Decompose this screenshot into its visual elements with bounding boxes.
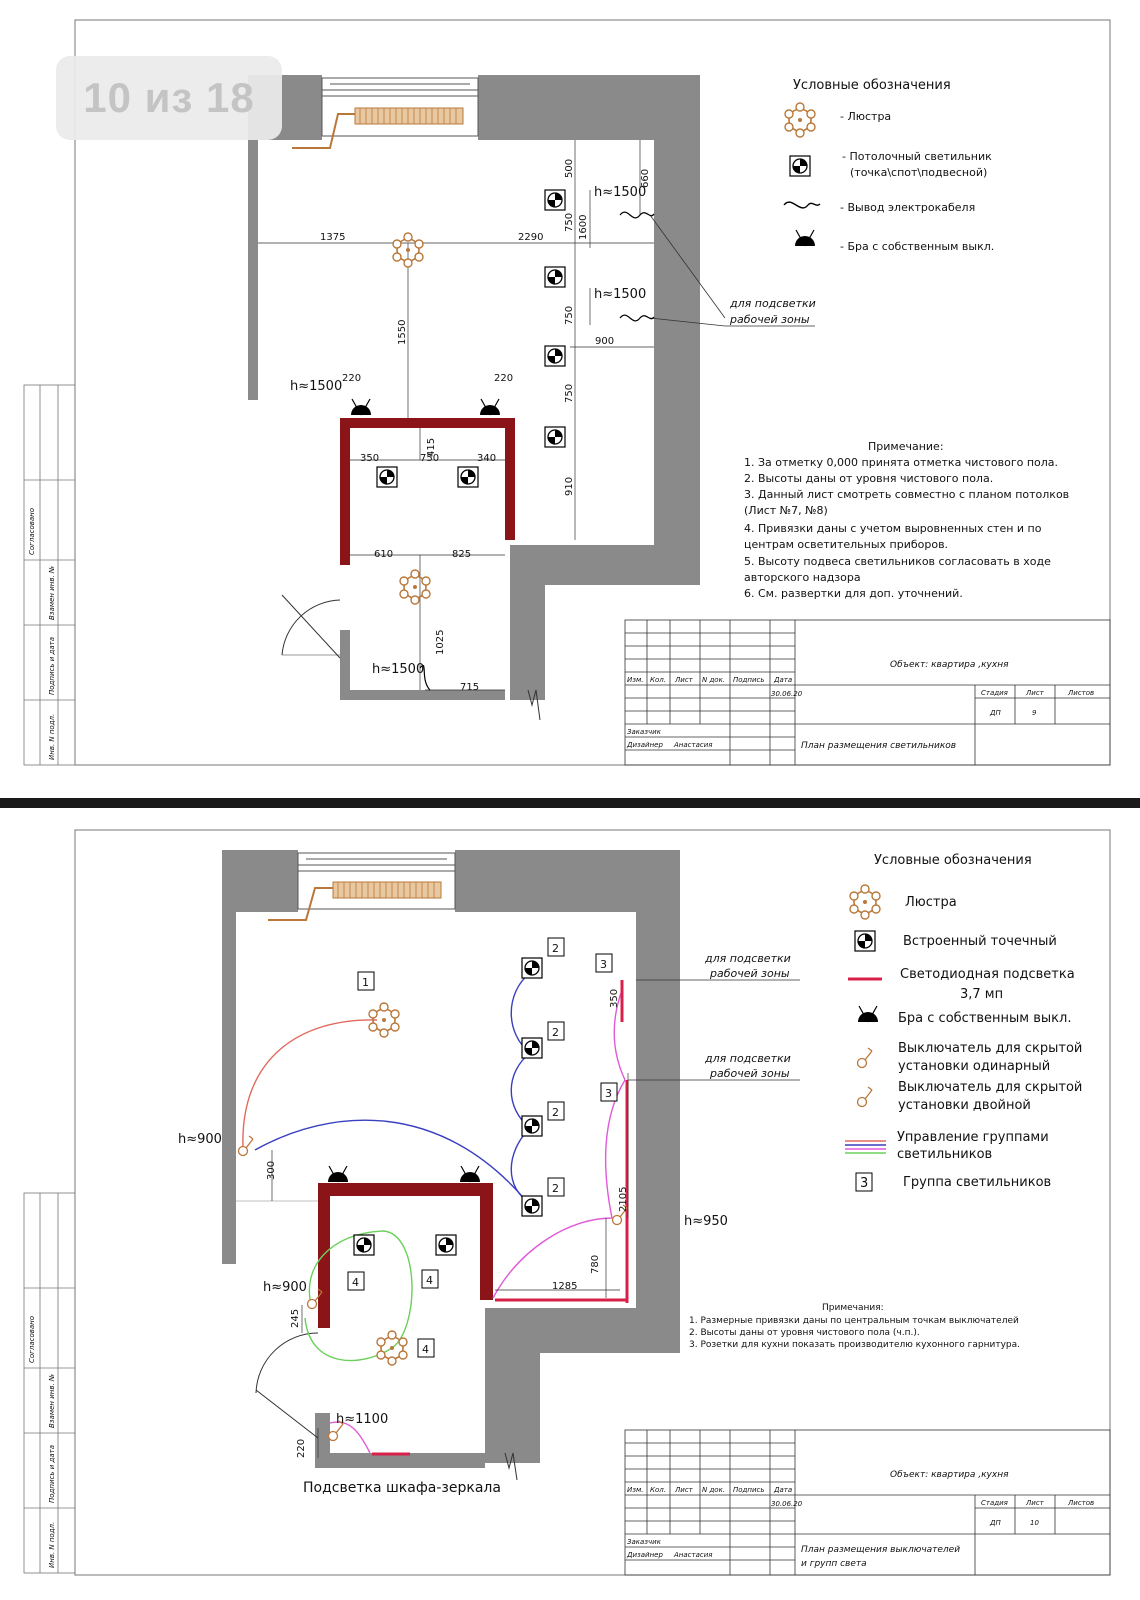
legend-label: Светодиодная подсветка	[900, 967, 1075, 982]
dim-610: 610	[374, 549, 394, 560]
group-badge: 3	[600, 958, 607, 971]
callout-text: рабочей зоны	[710, 967, 790, 980]
note-line: 4. Привязки даны с учетом выровненных стен и по	[744, 522, 1042, 535]
dim-350: 350	[609, 988, 620, 1008]
height-label: h≈950	[684, 1214, 728, 1229]
callout-text: рабочей зоны	[730, 313, 810, 326]
group-badge: 2	[552, 1106, 559, 1119]
callout-text: рабочей зоны	[710, 1067, 790, 1080]
cable-outlet-icon	[784, 202, 820, 208]
floor-plan-walls	[222, 850, 680, 1480]
dim-910: 910	[564, 476, 575, 496]
dim-715: 715	[460, 682, 480, 693]
tb-date: 30.06.20	[771, 1500, 803, 1508]
tb-sheet-label: Лист	[1026, 689, 1044, 697]
tb-title: План размещения светильников	[801, 741, 957, 751]
legend-title: Условные обозначения	[874, 853, 1032, 868]
stamp-replaced: Взамен инв. №	[48, 1373, 56, 1428]
tb-customer: Заказчик	[627, 1538, 661, 1546]
wall-sconce-icon	[795, 230, 815, 246]
tb-header: Кол.	[650, 676, 666, 684]
stamp-signature: Подпись и дата	[48, 637, 56, 695]
note-line: 2. Высоты даны от уровня чистового пола.	[744, 472, 994, 485]
tb-stage-label: Стадия	[981, 1499, 1008, 1507]
tb-designer: Дизайнер	[627, 1551, 663, 1559]
legend	[784, 78, 994, 253]
tb-header: Изм.	[627, 1486, 644, 1494]
legend-label: 3,7 мп	[960, 987, 1004, 1002]
ceiling-light-icon	[377, 467, 397, 487]
tb-header: Дата	[774, 1486, 793, 1494]
tb-customer: Заказчик	[627, 728, 661, 736]
tb-object: Объект: квартира ,кухня	[890, 1470, 1009, 1480]
note-line: 6. См. развертки для доп. уточнений.	[744, 587, 963, 600]
page-counter	[56, 56, 282, 140]
dim-350: 350	[360, 453, 380, 464]
legend-label: Управление группами	[897, 1130, 1049, 1145]
notes-title: Примечания:	[822, 1303, 884, 1313]
dim-2290: 2290	[518, 232, 544, 243]
legend-label: Выключатель для скрытой	[898, 1041, 1083, 1056]
tb-sheet: 9	[1032, 709, 1037, 717]
legend-label: Бра с собственным выкл.	[898, 1011, 1072, 1026]
dim-245: 245	[290, 1308, 301, 1328]
group-badge: 1	[362, 976, 369, 989]
dim-750: 750	[564, 383, 575, 403]
legend-label: (точка\спот\подвесной)	[850, 166, 988, 179]
recessed-spot-icon	[855, 931, 875, 951]
legend-label: установки одинарный	[898, 1059, 1051, 1074]
legend-label: Группа светильников	[903, 1175, 1052, 1190]
legend-label: Люстра	[905, 895, 957, 910]
dim-220: 220	[342, 373, 362, 384]
dim-825: 825	[452, 549, 472, 560]
legend	[845, 853, 1082, 1191]
group-control-icon	[845, 1141, 886, 1153]
legend-label: Выключатель для скрытой	[898, 1080, 1083, 1095]
legend-badge: 3	[860, 1176, 869, 1191]
note-line: 3. Розетки для кухни показать производителю кухонного гарнитура.	[689, 1340, 1020, 1350]
callout-text: для подсветки	[705, 952, 791, 965]
side-stamp	[24, 385, 75, 765]
ceiling-light-icon	[790, 156, 810, 176]
height-label: h≈900	[263, 1280, 307, 1295]
legend-label: - Бра с собственным выкл.	[840, 240, 995, 253]
mirror-cabinet-caption: Подсветка шкафа-зеркала	[303, 1480, 501, 1496]
recessed-spot-icon	[522, 958, 542, 978]
callout-text: для подсветки	[705, 1052, 791, 1065]
group-badge: 2	[552, 942, 559, 955]
tb-date: 30.06.20	[771, 690, 803, 698]
dim-500: 500	[564, 158, 575, 178]
switch-plan-drawing	[0, 808, 1140, 1600]
tb-stage: ДП	[990, 709, 1001, 717]
height-label: h≈1100	[336, 1412, 389, 1427]
dim-2105: 2105	[618, 1186, 629, 1212]
tb-designer-name: Анастасия	[674, 741, 713, 749]
dim-660: 660	[640, 168, 651, 188]
stamp-inv: Инв. N подл.	[48, 1521, 56, 1568]
tb-header: Подпись	[733, 1486, 765, 1494]
tb-sheets-label: Листов	[1068, 689, 1095, 697]
tb-stage-label: Стадия	[981, 689, 1008, 697]
legend-title: Условные обозначения	[793, 78, 951, 93]
dim-1550: 1550	[397, 319, 408, 345]
dim-750: 750	[420, 453, 440, 464]
tb-header: Лист	[675, 676, 693, 684]
dim-1375: 1375	[320, 232, 346, 243]
dim-415: 415	[426, 437, 437, 457]
dim-780: 780	[590, 1254, 601, 1274]
note-line: 1. Размерные привязки даны по центральным точкам выключателей	[689, 1316, 1019, 1326]
floor-plan-walls	[248, 75, 700, 720]
dim-340: 340	[477, 453, 497, 464]
tb-designer-name: Анастасия	[674, 1551, 713, 1559]
note-line: авторского надзора	[744, 571, 861, 584]
recessed-spot-icon	[436, 1235, 456, 1255]
group-badge: 4	[422, 1343, 429, 1356]
legend-label: - Люстра	[840, 110, 892, 123]
ceiling-light-icon	[458, 467, 478, 487]
note-line: 5. Высоту подвеса светильников согласовать в ходе	[744, 555, 1051, 568]
tb-header: N док.	[702, 1486, 726, 1494]
dim-220: 220	[296, 1438, 307, 1458]
ceiling-light-icon	[545, 267, 565, 287]
tb-object: Объект: квартира ,кухня	[890, 660, 1009, 670]
recessed-spot-icon	[522, 1038, 542, 1058]
ceiling-light-icon	[545, 427, 565, 447]
height-label: h≈1500	[594, 185, 647, 200]
tb-sheet: 10	[1030, 1519, 1039, 1527]
recessed-spot-icon	[522, 1116, 542, 1136]
tb-sheets-label: Листов	[1068, 1499, 1095, 1507]
ceiling-light-icon	[545, 346, 565, 366]
stamp-agreed: Согласовано	[28, 507, 36, 555]
dim-750: 750	[564, 305, 575, 325]
group-badge: 4	[426, 1274, 433, 1287]
wall-sconce-icon	[858, 1006, 878, 1022]
chandelier-icon	[785, 103, 815, 137]
side-stamp	[24, 1193, 75, 1573]
group-badge: 4	[352, 1276, 359, 1289]
stamp-agreed: Согласовано	[28, 1315, 36, 1363]
sheet-divider	[0, 798, 1140, 808]
group-badge: 2	[552, 1026, 559, 1039]
note-line: центрам осветительных приборов.	[744, 538, 949, 551]
legend-label: Встроенный точечный	[903, 934, 1057, 949]
dim-1600: 1600	[578, 214, 589, 240]
legend-label: установки двойной	[898, 1098, 1031, 1113]
tb-header: Кол.	[650, 1486, 666, 1494]
single-switch-icon	[858, 1048, 873, 1068]
stamp-replaced: Взамен инв. №	[48, 565, 56, 620]
tb-title: и групп света	[801, 1559, 867, 1569]
sheet-switch-plan	[0, 808, 1140, 1600]
tb-designer: Дизайнер	[627, 741, 663, 749]
legend-label: - Вывод электрокабеля	[840, 201, 976, 214]
double-switch-icon	[858, 1087, 873, 1107]
dim-900: 900	[595, 336, 615, 347]
tb-header: N док.	[702, 676, 726, 684]
tb-title: План размещения выключателей	[801, 1545, 961, 1555]
notes-title: Примечание:	[868, 440, 944, 453]
tb-header: Лист	[675, 1486, 693, 1494]
dim-750: 750	[564, 212, 575, 232]
legend-label: - Потолочный светильник	[842, 150, 992, 163]
note-line: (Лист №7, №8)	[744, 504, 828, 517]
dim-220: 220	[494, 373, 514, 384]
height-label: h≈1500	[290, 379, 343, 394]
stamp-inv: Инв. N подл.	[48, 713, 56, 760]
height-label: h≈900	[178, 1132, 222, 1147]
notes	[744, 440, 1069, 600]
note-line: 2. Высоты даны от уровня чистового пола (ч.п.).	[689, 1328, 920, 1338]
dim-1025: 1025	[435, 629, 446, 655]
group-badge: 3	[605, 1087, 612, 1100]
note-line: 3. Данный лист смотреть совместно с планом потолков	[744, 488, 1070, 501]
dim-300: 300	[266, 1160, 277, 1180]
ceiling-light-icon	[545, 190, 565, 210]
dim-1285: 1285	[552, 1281, 578, 1292]
chandelier-icon	[850, 885, 880, 919]
group-badge: 2	[552, 1182, 559, 1195]
tb-stage: ДП	[990, 1519, 1001, 1527]
tb-header: Дата	[774, 676, 793, 684]
recessed-spot-icon	[522, 1196, 542, 1216]
tb-header: Подпись	[733, 676, 765, 684]
stamp-signature: Подпись и дата	[48, 1445, 56, 1503]
callout-text: для подсветки	[730, 297, 816, 310]
height-label: h≈1500	[594, 287, 647, 302]
tb-sheet-label: Лист	[1026, 1499, 1044, 1507]
recessed-spot-icon	[354, 1235, 374, 1255]
notes	[689, 1303, 1020, 1350]
tb-header: Изм.	[627, 676, 644, 684]
height-label: h≈1500	[372, 662, 425, 677]
legend-label: светильников	[897, 1147, 993, 1162]
note-line: 1. За отметку 0,000 принята отметка чистового пола.	[744, 456, 1059, 469]
page-counter-text: 10 из 18	[83, 74, 255, 121]
